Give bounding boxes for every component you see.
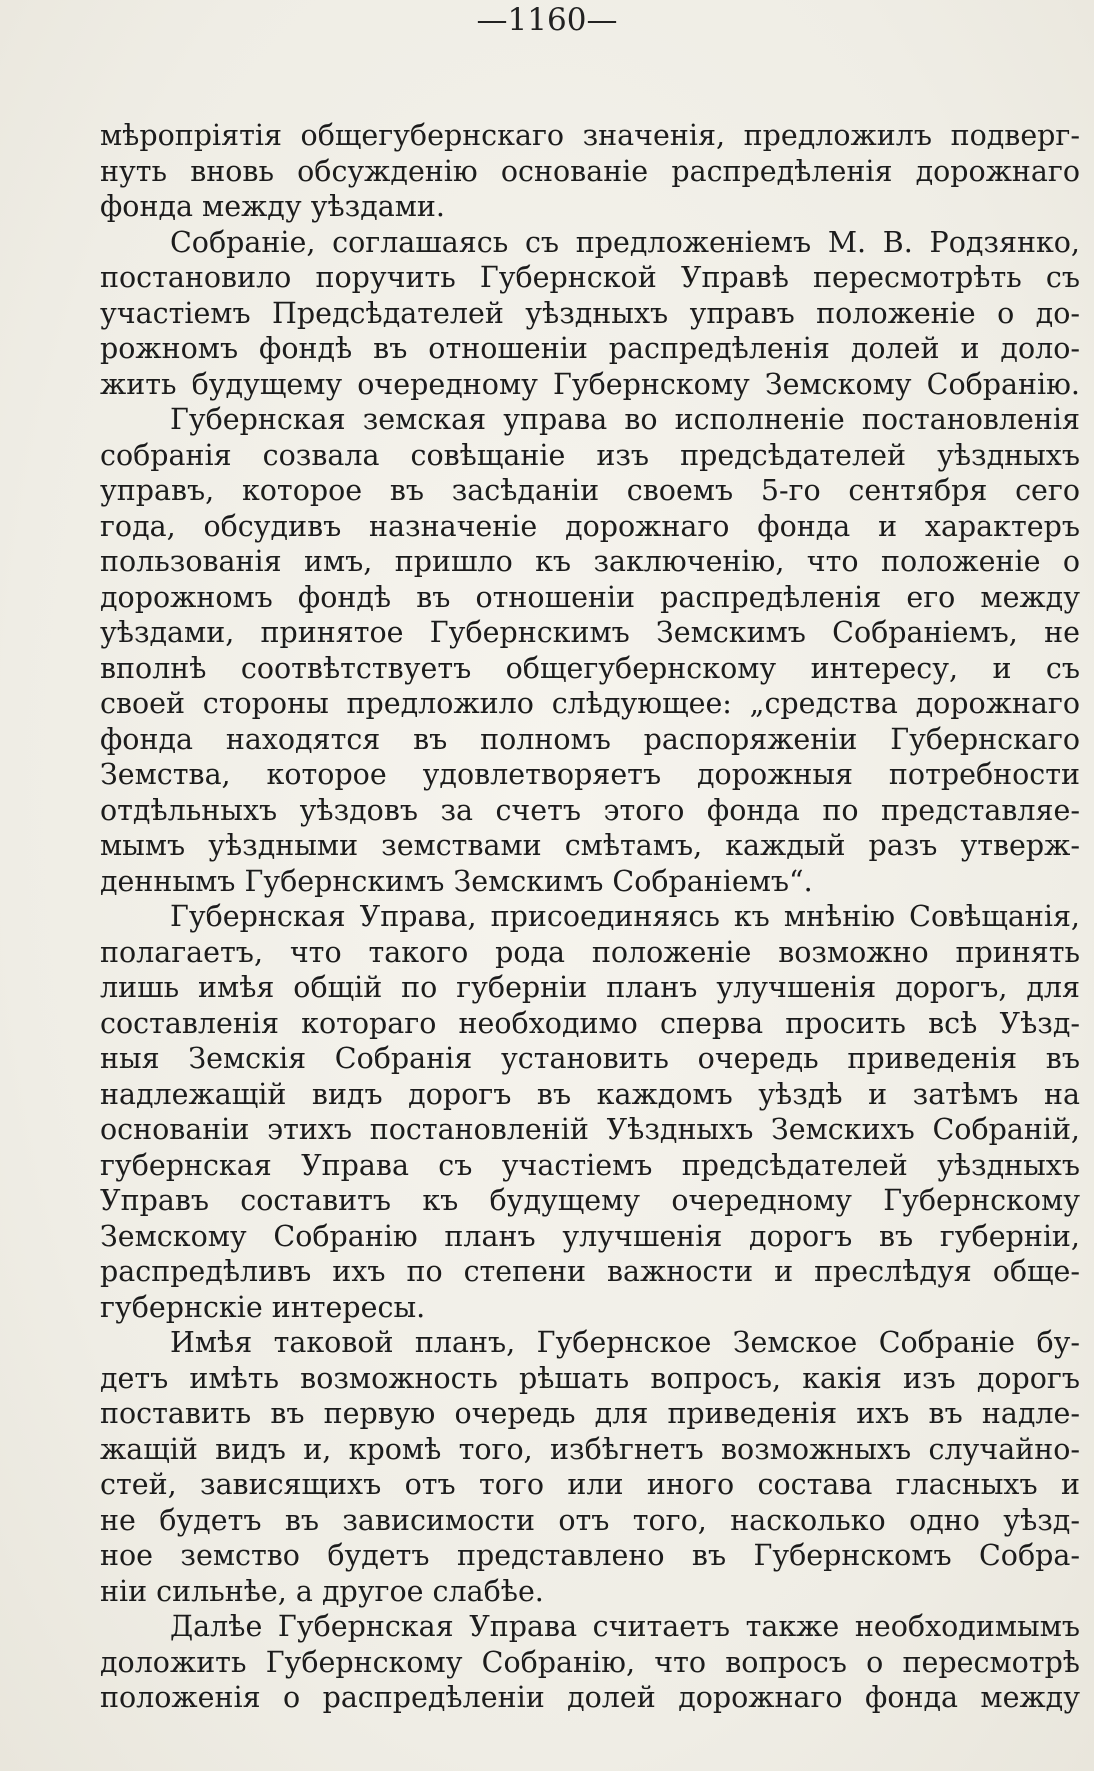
text-line: рожномъ фондѣ въ отношеніи распредѣленія долей и доло- <box>100 332 1080 365</box>
text-line: своей стороны предложило слѣдующее: „средства дорожнаго <box>100 687 1080 720</box>
text-line: полагаетъ, что такого рода положеніе возможно принять <box>100 935 1080 969</box>
text-line: Губернская земская управа во исполненіе постановленія <box>170 403 1080 436</box>
text-line: собранія созвала совѣщаніе изъ предсѣдателей уѣздныхъ <box>100 438 1080 472</box>
text-line: Далѣе Губернская Управа считаетъ также необходимымъ <box>170 1610 1080 1643</box>
text-line: составленія котораго необходимо сперва просить всѣ Уѣзд- <box>100 1006 1080 1040</box>
text-line: мѣропріятія общегубернскаго значенія, предложилъ подверг- <box>100 119 1080 152</box>
text-line: лишь имѣя общій по губерніи планъ улучшенія дорогъ, для <box>100 971 1080 1004</box>
text-line: распредѣливъ ихъ по степени важности и преслѣдуя обще- <box>100 1255 1080 1288</box>
text-line: постановило поручить Губернской Управѣ пересмотрѣть съ <box>100 261 1080 294</box>
text-line: отдѣльныхъ уѣздовъ за счетъ этого фонда по представляе- <box>100 793 1080 827</box>
text-line: управъ, которое въ засѣданіи своемъ 5-го сентября сего <box>100 474 1080 507</box>
text-line: года, обсудивъ назначеніе дорожнаго фонда и характеръ <box>100 509 1080 543</box>
text-line: ное земство будетъ представлено въ Губернскомъ Собра- <box>100 1539 1080 1572</box>
text-line: основаніи этихъ постановленій Уѣздныхъ Земскихъ Собраній, <box>100 1113 1080 1146</box>
text-line: доложить Губернскому Собранію, что вопросъ о пересмотрѣ <box>100 1645 1080 1679</box>
text-line: фонда находятся въ полномъ распоряженіи Губернскаго <box>100 722 1080 756</box>
text-line: Земства, которое удовлетворяетъ дорожныя потребности <box>100 758 1080 791</box>
text-line: стей, зависящихъ отъ того или иного состава гласныхъ и <box>100 1468 1080 1501</box>
text-line: поставить въ первую очередь для приведенія ихъ въ надле- <box>100 1397 1080 1430</box>
text-line: детъ имѣть возможность рѣшать вопросъ, какія изъ дорогъ <box>100 1361 1080 1395</box>
text-line: положенія о распредѣленіи долей дорожнаго фонда между <box>100 1681 1080 1714</box>
page-number: —1160— <box>476 2 618 38</box>
text-line: Губернская Управа, присоединяясь къ мнѣнію Совѣщанія, <box>170 900 1080 933</box>
text-line: пользованія имъ, пришло къ заключенію, что положеніе о <box>100 545 1080 578</box>
body-text <box>100 118 1080 1716</box>
text-line: вполнѣ соотвѣтствуетъ общегубернскому интересу, и съ <box>100 651 1080 685</box>
text-line: жащій видъ и, кромѣ того, избѣгнетъ возможныхъ случайно- <box>100 1432 1080 1466</box>
text-line: деннымъ Губернскимъ Земскимъ Собраніемъ“. <box>100 864 813 898</box>
text-line: дорожномъ фондѣ въ отношеніи распредѣленія его между <box>100 580 1080 614</box>
text-line: Собраніе, соглашаясь съ предложеніемъ М. В. Родзянко, <box>170 225 1080 259</box>
text-line: Имѣя таковой планъ, Губернское Земское Собраніе бу- <box>170 1326 1080 1359</box>
text-line: ныя Земскія Собранія установить очередь приведенія въ <box>100 1042 1080 1075</box>
text-line: фонда между уѣздами. <box>100 190 445 223</box>
text-line: участіемъ Предсѣдателей уѣздныхъ управъ положеніе о до- <box>100 296 1080 330</box>
text-line: жить будущему очередному Губернскому Земскому Собранію. <box>100 367 1080 401</box>
text-line: надлежащій видъ дорогъ въ каждомъ уѣздѣ и затѣмъ на <box>100 1077 1080 1111</box>
text-line: Управъ составитъ къ будущему очередному Губернскому <box>100 1184 1080 1217</box>
text-line: мымъ уѣздными земствами смѣтамъ, каждый разъ утверж- <box>100 829 1080 862</box>
text-line: уѣздами, принятое Губернскимъ Земскимъ Собраніемъ, не <box>100 616 1080 649</box>
text-line: Земскому Собранію планъ улучшенія дорогъ въ губерніи, <box>100 1219 1080 1253</box>
text-line: губернская Управа съ участіемъ предсѣдателей уѣздныхъ <box>100 1148 1080 1182</box>
text-line: не будетъ въ зависимости отъ того, насколько одно уѣзд- <box>100 1503 1080 1537</box>
text-line: нуть вновь обсужденію основаніе распредѣленія дорожнаго <box>100 154 1080 188</box>
text-line: губернскіе интересы. <box>100 1290 426 1324</box>
text-line: ніи сильнѣе, а другое слабѣе. <box>100 1574 544 1608</box>
